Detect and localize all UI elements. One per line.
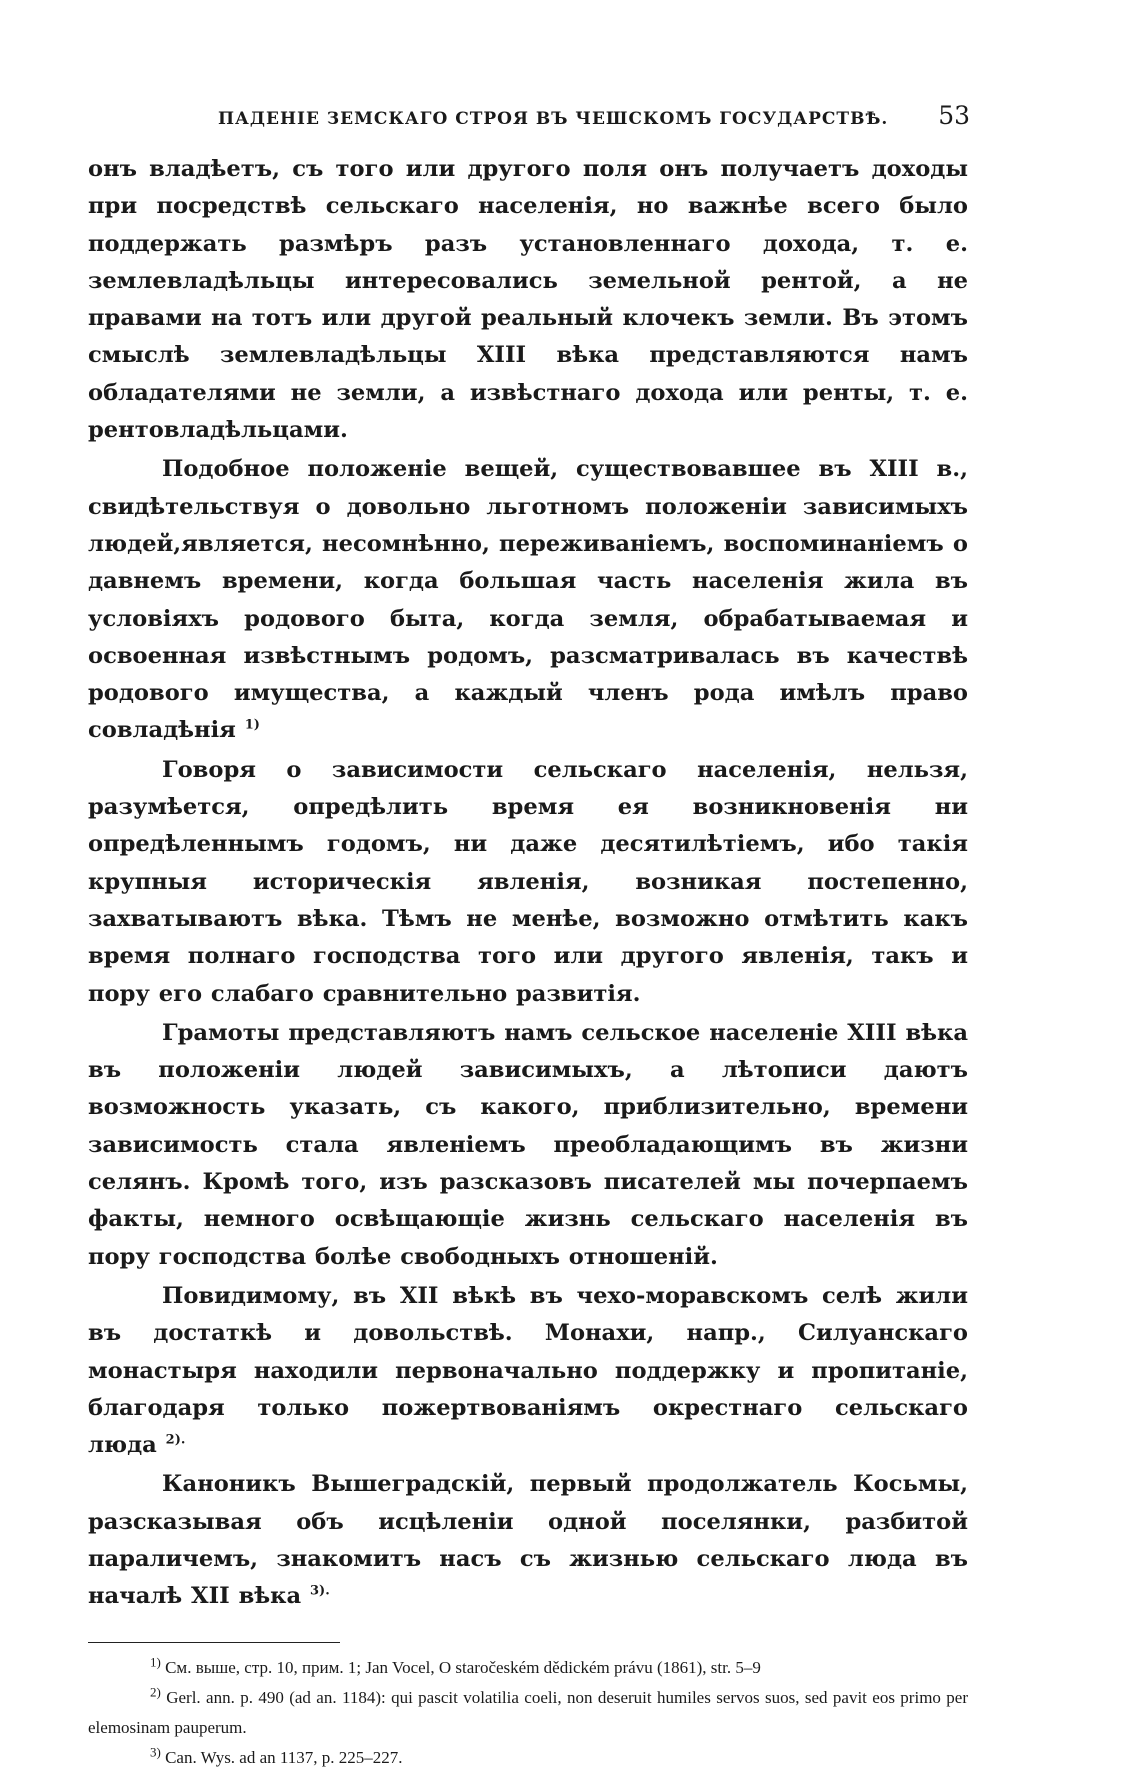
- paragraph-4: Грамоты представляютъ намъ сельское населеніе XIII вѣка въ положеніи людей зависимыхъ, а лѣтописи даютъ возможность указать, съ какого, приблизительно, времени зависимость стала явленіемъ преобладающимъ въ жизни селянъ. Кромѣ того, изъ разсказовъ писателей мы почерпаемъ факты, немного освѣщающіе жизнь сельскаго населенія въ пору господства болѣе свободныхъ отношеній.: [88, 1019, 968, 1270]
- footnote-2: $^{2)}$ Gerl. ann. p. 490 (ad an. 1184): qui pascit volatilia coeli, non deseruit humiles servos suos, sed pavit eos primo per elemosinam pauperum.: [88, 1683, 968, 1737]
- footnote-3: $^{3)}$ Can. Wys. ad an 1137, p. 225–227.: [150, 1743, 403, 1767]
- paragraph-1: онъ владѣетъ, съ того или другого поля онъ получаетъ доходы при посредствѣ сельскаго населенія, но важнѣе всего было поддержать размѣръ разъ установленнаго дохода, т. е. землевладѣльцы интересовались земельной рентой, а не правами на тотъ или другой реальный клочекъ земли. Въ этомъ смыслѣ землевладѣльцы XIII вѣка представляются намъ обладателями не земли, а извѣстнаго дохода или ренты, т. е. рентовладѣльцами.: [88, 156, 968, 444]
- body-text: [88, 151, 968, 1616]
- page-header: [88, 95, 968, 135]
- document-page: [88, 95, 968, 1773]
- footnote-ref-1[interactable]: 1): [244, 717, 260, 733]
- page-number: 53: [938, 101, 970, 130]
- paragraph-6: Каноникъ Вышеградскій, первый продолжатель Косьмы, разсказывая объ исцѣленіи одной поселянки, разбитой параличемъ, знакомитъ насъ съ жизнью сельскаго люда въ началѣ XII вѣка $^{3).}$: [88, 1471, 968, 1610]
- footnote-ref-3[interactable]: 3).: [310, 1583, 330, 1599]
- running-head: ПАДЕНІЕ ЗЕМСКАГО СТРОЯ ВЪ ЧЕШСКОМЪ ГОСУДАРСТВѢ.: [218, 109, 889, 129]
- footnote-1: $^{1)}$ См. выше, стр. 10, прим. 1; Jan Vocel, O staročeském dědickém právu (1861), str. 5–9: [150, 1653, 761, 1677]
- paragraph-3: Говоря о зависимости сельскаго населенія, нельзя, разумѣется, опредѣлить время ея возникновенія ни опредѣленнымъ годомъ, ни даже десятилѣтіемъ, ибо такія крупныя историческія явленія, возникая постепенно, захватываютъ вѣка. Тѣмъ не менѣе, возможно отмѣтить какъ время полнаго господства того или другого явленія, такъ и пору его слабаго сравнительно развитія.: [88, 756, 968, 1007]
- footnote-divider: [88, 1642, 340, 1643]
- paragraph-5: Повидимому, въ XII вѣкѣ въ чехо-моравскомъ селѣ жили въ достаткѣ и довольствѣ. Монахи, напр., Силуанскаго монастыря находили первоначально поддержку и пропитаніе, благодаря только пожертвованіямъ окрестнаго сельскаго люда $^{2).}$: [88, 1282, 968, 1459]
- footnote-ref-2[interactable]: 2).: [165, 1432, 186, 1448]
- paragraph-2: Подобное положеніе вещей, существовавшее въ XIII в., свидѣтельствуя о довольно льготномъ положеніи зависимыхъ людей,является, несомнѣнно, переживаніемъ, воспоминаніемъ о давнемъ времени, когда большая часть населенія жила въ условіяхъ родового быта, когда земля, обрабатываемая и освоенная извѣстнымъ родомъ, разсматривалась въ качествѣ родового имущества, а каждый членъ рода имѣлъ право совладѣнія $^{1)}$: [88, 456, 968, 744]
